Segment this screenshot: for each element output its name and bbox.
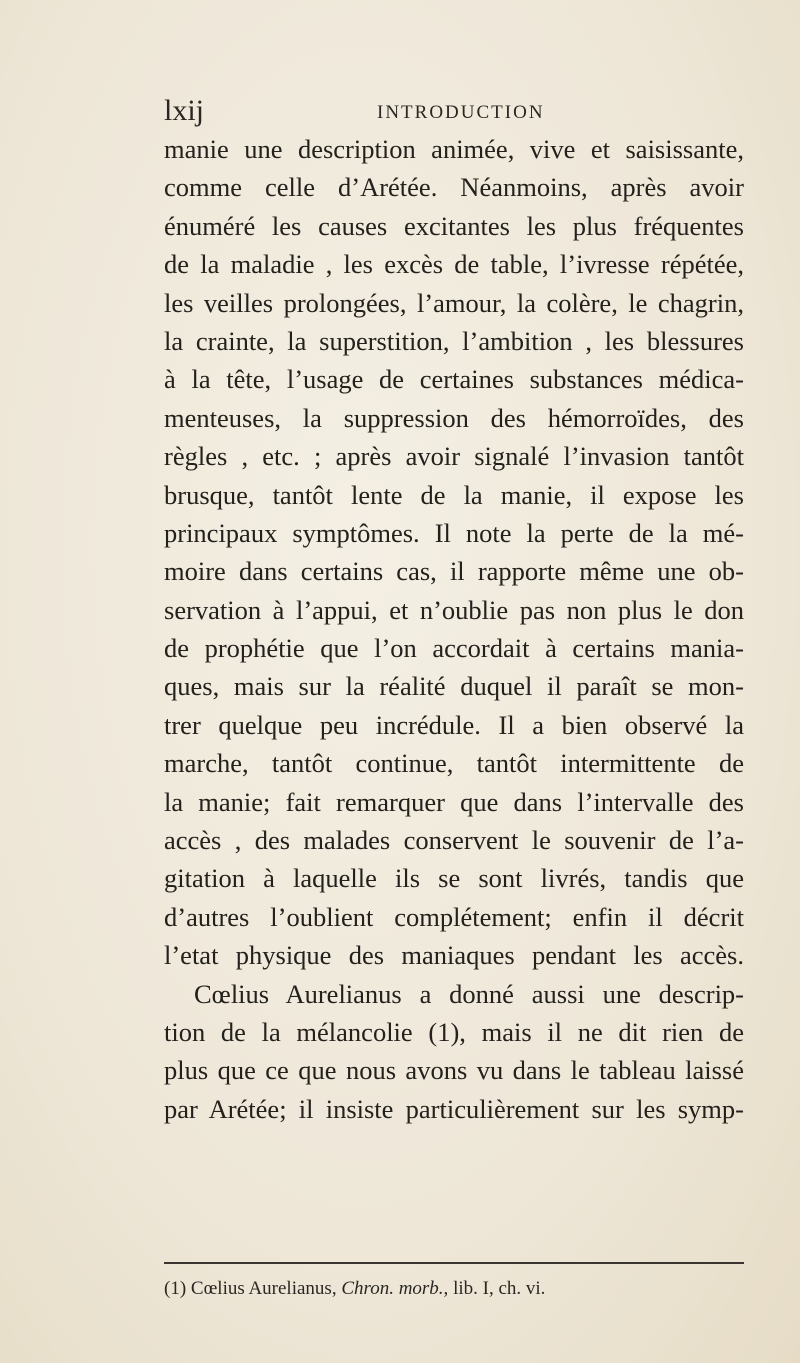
footnote	[164, 1278, 744, 1300]
text-line: menteuses, la suppression des hémorroïdes, des	[164, 402, 744, 433]
text-line: marche, tantôt continue, tantôt intermittente de	[164, 748, 744, 779]
text-line: énuméré les causes excitantes les plus fréquentes	[164, 210, 744, 241]
text-line: moire dans certains cas, il rapporte même une ob-	[164, 556, 744, 587]
text-line: servation à l’appui, et n’oublie pas non plus le don	[164, 594, 744, 625]
text-line: accès , des malades conservent le souvenir de l’a-	[164, 825, 744, 856]
text-line: brusque, tantôt lente de la manie, il expose les	[164, 479, 744, 510]
page-header	[164, 86, 742, 126]
text-line: la crainte, la superstition, l’ambition , les blessures	[164, 325, 744, 356]
text-line: gitation à laquelle ils se sont livrés, tandis que	[164, 863, 744, 894]
footnote-author: Cœlius Aurelianus,	[190, 1278, 337, 1299]
text-line: d’autres l’oublient complétement; enfin il décrit	[164, 901, 744, 932]
text-line: à la tête, l’usage de certaines substances médica-	[164, 364, 744, 395]
text-line: règles , etc. ; après avoir signalé l’invasion tantôt	[164, 441, 744, 472]
text-line: manie une description animée, vive et saisissante,	[164, 134, 744, 164]
text-line: trer quelque peu incrédule. Il a bien observé la	[164, 709, 744, 740]
text-line: la manie; fait remarquer que dans l’intervalle des	[164, 786, 744, 817]
text-line: tion de la mélancolie (1), mais il ne dit rien de	[164, 1016, 744, 1047]
text-line: principaux symptômes. Il note la perte de la mé-	[164, 517, 744, 548]
text-line: comme celle d’Arétée. Néanmoins, après avoir	[164, 172, 744, 203]
text-line: plus que ce que nous avons vu dans le tableau laissé	[164, 1055, 744, 1086]
running-head: INTRODUCTION	[377, 102, 545, 123]
page-number: lxij	[164, 94, 205, 127]
text-line: par Arétée; il insiste particulièrement sur les symp-	[164, 1093, 744, 1124]
body-text	[164, 130, 744, 1128]
footnote-marker: (1)	[164, 1278, 187, 1299]
text-line: l’etat physique des maniaques pendant les accès.	[164, 940, 744, 971]
text-line: les veilles prolongées, l’amour, la colère, le chagrin,	[164, 287, 744, 318]
text-line: de prophétie que l’on accordait à certains mania-	[164, 633, 744, 664]
footnote-work-title: Chron. morb.,	[341, 1278, 449, 1299]
footnote-divider	[164, 1262, 744, 1264]
text-line-paragraph-start: Cœlius Aurelianus a donné aussi une descrip-	[194, 978, 744, 1009]
footnote-reference: lib. I, ch. vi.	[453, 1278, 546, 1299]
text-line: ques, mais sur la réalité duquel il paraît se mon-	[164, 671, 744, 702]
text-line: de la maladie , les excès de table, l’ivresse répétée,	[164, 249, 744, 280]
